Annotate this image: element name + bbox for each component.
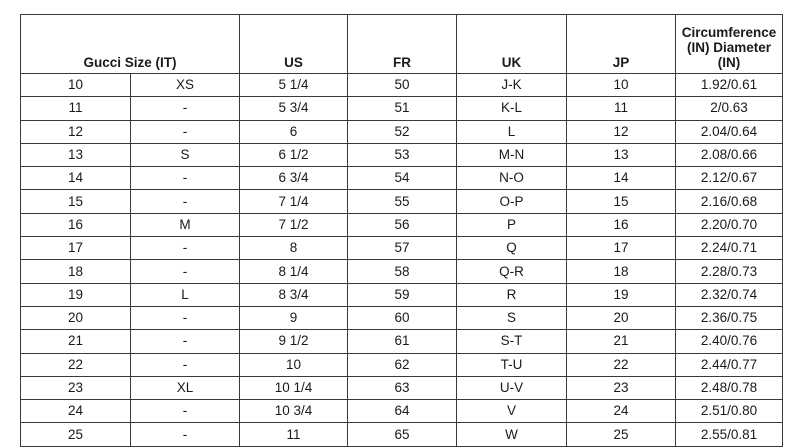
cell-jp-size: 18 xyxy=(567,260,676,283)
cell-jp-size: 16 xyxy=(567,213,676,236)
cell-circumference-diameter: 2/0.63 xyxy=(676,97,783,120)
cell-us-size: 8 xyxy=(240,237,348,260)
cell-uk-size: S-T xyxy=(457,330,567,353)
cell-uk-size: R xyxy=(457,283,567,306)
cell-uk-size: V xyxy=(457,400,567,423)
cell-circumference-diameter: 2.28/0.73 xyxy=(676,260,783,283)
cell-uk-size: J-K xyxy=(457,74,567,97)
header-circumference-diameter: Circumference (IN) Diameter (IN) xyxy=(676,15,783,74)
table-row xyxy=(21,190,783,213)
cell-jp-size: 23 xyxy=(567,376,676,399)
cell-letter-size: L xyxy=(131,283,240,306)
table-row xyxy=(21,260,783,283)
cell-fr-size: 65 xyxy=(348,423,457,446)
cell-it-size: 21 xyxy=(21,330,131,353)
cell-circumference-diameter: 2.32/0.74 xyxy=(676,283,783,306)
cell-uk-size: M-N xyxy=(457,143,567,166)
cell-jp-size: 11 xyxy=(567,97,676,120)
cell-jp-size: 14 xyxy=(567,167,676,190)
cell-jp-size: 19 xyxy=(567,283,676,306)
cell-letter-size: - xyxy=(131,120,240,143)
cell-fr-size: 59 xyxy=(348,283,457,306)
table-row xyxy=(21,74,783,97)
cell-it-size: 22 xyxy=(21,353,131,376)
header-row xyxy=(21,15,783,74)
table-row xyxy=(21,213,783,236)
cell-us-size: 10 3/4 xyxy=(240,400,348,423)
cell-letter-size: - xyxy=(131,97,240,120)
cell-circumference-diameter: 1.92/0.61 xyxy=(676,74,783,97)
header-fr: FR xyxy=(348,15,457,74)
cell-fr-size: 57 xyxy=(348,237,457,260)
cell-fr-size: 55 xyxy=(348,190,457,213)
cell-letter-size: - xyxy=(131,353,240,376)
header-jp: JP xyxy=(567,15,676,74)
header-us: US xyxy=(240,15,348,74)
table-body xyxy=(21,74,783,447)
cell-uk-size: L xyxy=(457,120,567,143)
cell-us-size: 9 xyxy=(240,306,348,329)
cell-fr-size: 51 xyxy=(348,97,457,120)
cell-it-size: 18 xyxy=(21,260,131,283)
cell-us-size: 6 3/4 xyxy=(240,167,348,190)
cell-letter-size: - xyxy=(131,190,240,213)
cell-jp-size: 15 xyxy=(567,190,676,213)
cell-uk-size: Q xyxy=(457,237,567,260)
table-row xyxy=(21,120,783,143)
cell-us-size: 8 3/4 xyxy=(240,283,348,306)
cell-fr-size: 58 xyxy=(348,260,457,283)
cell-jp-size: 21 xyxy=(567,330,676,353)
cell-letter-size: - xyxy=(131,260,240,283)
cell-us-size: 5 1/4 xyxy=(240,74,348,97)
cell-letter-size: - xyxy=(131,167,240,190)
cell-jp-size: 10 xyxy=(567,74,676,97)
table-row xyxy=(21,306,783,329)
cell-circumference-diameter: 2.08/0.66 xyxy=(676,143,783,166)
table-row xyxy=(21,237,783,260)
cell-circumference-diameter: 2.36/0.75 xyxy=(676,306,783,329)
cell-uk-size: W xyxy=(457,423,567,446)
cell-jp-size: 24 xyxy=(567,400,676,423)
cell-us-size: 6 1/2 xyxy=(240,143,348,166)
cell-letter-size: M xyxy=(131,213,240,236)
cell-circumference-diameter: 2.24/0.71 xyxy=(676,237,783,260)
cell-uk-size: Q-R xyxy=(457,260,567,283)
cell-fr-size: 60 xyxy=(348,306,457,329)
cell-it-size: 11 xyxy=(21,97,131,120)
cell-us-size: 9 1/2 xyxy=(240,330,348,353)
cell-fr-size: 54 xyxy=(348,167,457,190)
cell-fr-size: 62 xyxy=(348,353,457,376)
table-row xyxy=(21,400,783,423)
table-row xyxy=(21,283,783,306)
cell-it-size: 10 xyxy=(21,74,131,97)
cell-fr-size: 63 xyxy=(348,376,457,399)
cell-it-size: 12 xyxy=(21,120,131,143)
cell-jp-size: 25 xyxy=(567,423,676,446)
cell-circumference-diameter: 2.51/0.80 xyxy=(676,400,783,423)
table-row xyxy=(21,97,783,120)
cell-letter-size: S xyxy=(131,143,240,166)
cell-letter-size: - xyxy=(131,237,240,260)
table-row xyxy=(21,353,783,376)
cell-letter-size: - xyxy=(131,400,240,423)
cell-uk-size: K-L xyxy=(457,97,567,120)
cell-it-size: 15 xyxy=(21,190,131,213)
cell-us-size: 8 1/4 xyxy=(240,260,348,283)
cell-letter-size: - xyxy=(131,330,240,353)
cell-circumference-diameter: 2.16/0.68 xyxy=(676,190,783,213)
cell-us-size: 6 xyxy=(240,120,348,143)
table-row xyxy=(21,167,783,190)
cell-it-size: 19 xyxy=(21,283,131,306)
cell-us-size: 10 xyxy=(240,353,348,376)
cell-circumference-diameter: 2.48/0.78 xyxy=(676,376,783,399)
cell-it-size: 14 xyxy=(21,167,131,190)
cell-fr-size: 52 xyxy=(348,120,457,143)
table-row xyxy=(21,330,783,353)
cell-uk-size: T-U xyxy=(457,353,567,376)
header-uk: UK xyxy=(457,15,567,74)
cell-uk-size: S xyxy=(457,306,567,329)
cell-circumference-diameter: 2.20/0.70 xyxy=(676,213,783,236)
cell-circumference-diameter: 2.44/0.77 xyxy=(676,353,783,376)
table-row xyxy=(21,376,783,399)
cell-us-size: 10 1/4 xyxy=(240,376,348,399)
cell-uk-size: P xyxy=(457,213,567,236)
cell-it-size: 16 xyxy=(21,213,131,236)
cell-jp-size: 20 xyxy=(567,306,676,329)
cell-fr-size: 61 xyxy=(348,330,457,353)
cell-fr-size: 50 xyxy=(348,74,457,97)
table-row xyxy=(21,143,783,166)
cell-letter-size: - xyxy=(131,423,240,446)
cell-fr-size: 64 xyxy=(348,400,457,423)
cell-it-size: 13 xyxy=(21,143,131,166)
cell-us-size: 5 3/4 xyxy=(240,97,348,120)
cell-us-size: 7 1/4 xyxy=(240,190,348,213)
cell-us-size: 11 xyxy=(240,423,348,446)
cell-jp-size: 22 xyxy=(567,353,676,376)
table-row xyxy=(21,423,783,446)
cell-it-size: 23 xyxy=(21,376,131,399)
cell-us-size: 7 1/2 xyxy=(240,213,348,236)
cell-letter-size: XS xyxy=(131,74,240,97)
cell-it-size: 20 xyxy=(21,306,131,329)
cell-it-size: 17 xyxy=(21,237,131,260)
cell-uk-size: U-V xyxy=(457,376,567,399)
cell-jp-size: 17 xyxy=(567,237,676,260)
ring-size-table xyxy=(20,14,783,447)
cell-circumference-diameter: 2.40/0.76 xyxy=(676,330,783,353)
cell-letter-size: - xyxy=(131,306,240,329)
cell-it-size: 25 xyxy=(21,423,131,446)
cell-circumference-diameter: 2.55/0.81 xyxy=(676,423,783,446)
cell-uk-size: N-O xyxy=(457,167,567,190)
header-gucci-size: Gucci Size (IT) xyxy=(21,15,240,74)
cell-letter-size: XL xyxy=(131,376,240,399)
cell-circumference-diameter: 2.04/0.64 xyxy=(676,120,783,143)
cell-uk-size: O-P xyxy=(457,190,567,213)
cell-jp-size: 13 xyxy=(567,143,676,166)
cell-fr-size: 56 xyxy=(348,213,457,236)
cell-circumference-diameter: 2.12/0.67 xyxy=(676,167,783,190)
cell-it-size: 24 xyxy=(21,400,131,423)
cell-fr-size: 53 xyxy=(348,143,457,166)
cell-jp-size: 12 xyxy=(567,120,676,143)
